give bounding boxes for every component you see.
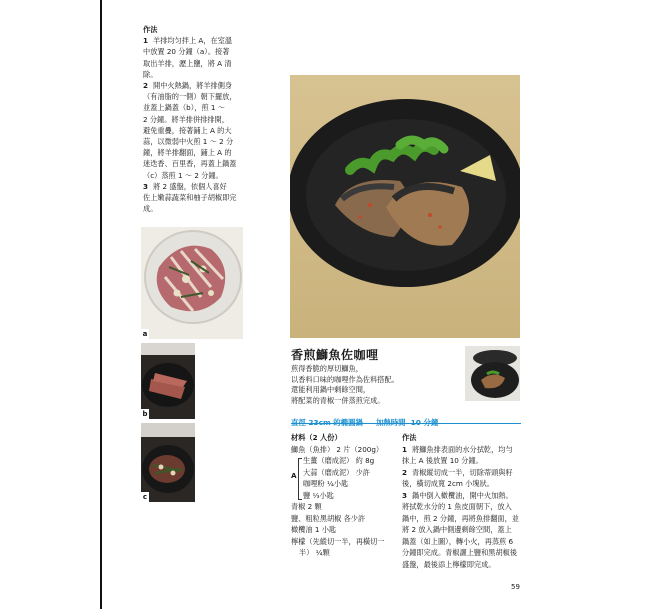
lamb-step-2: 2 開中火熱鍋，將羊排側身 （有油脂的一側）朝下擺放， 並蓋上鍋蓋（b），煎 1 ～ 2 分鐘。將羊排併排排開， 避免重疊，接著鋪上 A 的大 蒜，以微弱中火煎 1 ～ 2 分 鐘，將羊排翻面，鋪上 A 的 迷迭香、百里香，再蓋上鍋蓋 （c）蒸煎 1 ～ 2 分鐘。 — [143, 81, 237, 180]
ingredient-row: 鹽 ⅓小匙 — [303, 490, 334, 500]
yellowtail-curry-illustration — [290, 75, 520, 338]
heat-time-value: 10 分鐘 — [410, 418, 439, 427]
ingredients-heading: 材料（2 人份） — [291, 433, 342, 442]
ingredient-row: 半） ¼顆 — [299, 548, 330, 557]
ingredient-row: 檸檬（先縱切一半，再橫切一 — [291, 536, 385, 546]
heat-time-label: 加熱時間 — [375, 418, 406, 427]
photo-b-searing-lamb — [141, 343, 195, 419]
marinated-lamb-illustration — [141, 227, 243, 339]
pot-size: 直徑 23cm 的橢圓鍋 — [291, 418, 363, 427]
fish-step-2: 2 青椒縱切成一半，切除蒂頭與籽 後，橫切成寬 2cm 小塊狀。 — [402, 467, 513, 488]
ingredient-row: 大蒜（磨成泥） 少許 — [303, 467, 370, 477]
group-bracket — [298, 458, 302, 500]
lamb-step-3: 3 將 2 盛盤，依個人喜好 佐上嫩蒜蔬菜和柚子胡椒即完 成。 — [143, 181, 237, 214]
dish-title: 香煎鰤魚佐咖哩 — [291, 348, 379, 362]
ingredient-row: 青椒 2 顆 — [291, 502, 322, 511]
fish-step-3: 3 鍋中倒入橄欖油，開中火加熱。 將拭乾水分的 1 魚皮面朝下，放入 鍋中，煎 2 分鐘，再將魚排翻面，並 將 2 放入鍋中側邊剩餘空間，蓋上 鍋蓋（如上圖），轉小火，再蒸煎 6 分鐘即完成。青椒灑上鹽和黑胡椒後 盛盤，最後添上檸檬即完成。 — [402, 490, 519, 569]
dish-intro: 煎得香脆的厚切鰤魚， 以香料口味的咖哩作為佐料搭配。 還能利用鍋中剩餘空間， 將配菜的青椒一併蒸煎完成。 — [291, 364, 399, 405]
info-bar — [291, 410, 521, 427]
page-number: 59 — [511, 583, 520, 591]
ingredient-row: 鰤魚（魚排） 2 片（200g） — [291, 444, 384, 454]
main-dish-photo — [290, 75, 520, 338]
ingredient-row: 鹽、粗粒黑胡椒 各少許 — [291, 513, 366, 523]
photo-a-marinated-lamb — [141, 227, 243, 339]
lamb-method-heading: 作法 — [143, 25, 158, 34]
ingredient-row: 生薑（磨成泥） 約 8g — [303, 456, 375, 465]
photo-label-a: a — [142, 330, 148, 338]
pot-illustration — [465, 346, 520, 401]
fish-method-heading: 作法 — [402, 433, 417, 442]
covered-lamb-illustration — [141, 423, 195, 502]
photo-label-c: c — [142, 493, 148, 501]
lamb-step-1: 1 羊排均匀拌上 A，在室溫 中放置 20 分鐘（a）。接著 取出羊排，瀝上鹽，將 A 清 除。 — [143, 36, 233, 79]
ingredient-group-a — [291, 455, 391, 501]
lamb-method-column — [143, 24, 245, 214]
ingredients-list — [291, 432, 391, 559]
photo-label-b: b — [142, 410, 148, 418]
fish-step-1: 1 將鰤魚排表面的水分拭乾，均勻 抹上 A 後放置 10 分鐘。 — [402, 444, 513, 465]
ingredient-row: 橄欖油 1 小匙 — [291, 525, 337, 534]
pot-photo — [465, 346, 520, 401]
page-gutter — [100, 0, 102, 609]
group-label-a: A — [291, 471, 297, 480]
ingredient-row: 咖哩粉 ¼小匙 — [303, 479, 349, 488]
photo-c-lid-lamb — [141, 423, 195, 502]
fish-method-column — [402, 432, 522, 570]
searing-lamb-illustration — [141, 343, 195, 419]
